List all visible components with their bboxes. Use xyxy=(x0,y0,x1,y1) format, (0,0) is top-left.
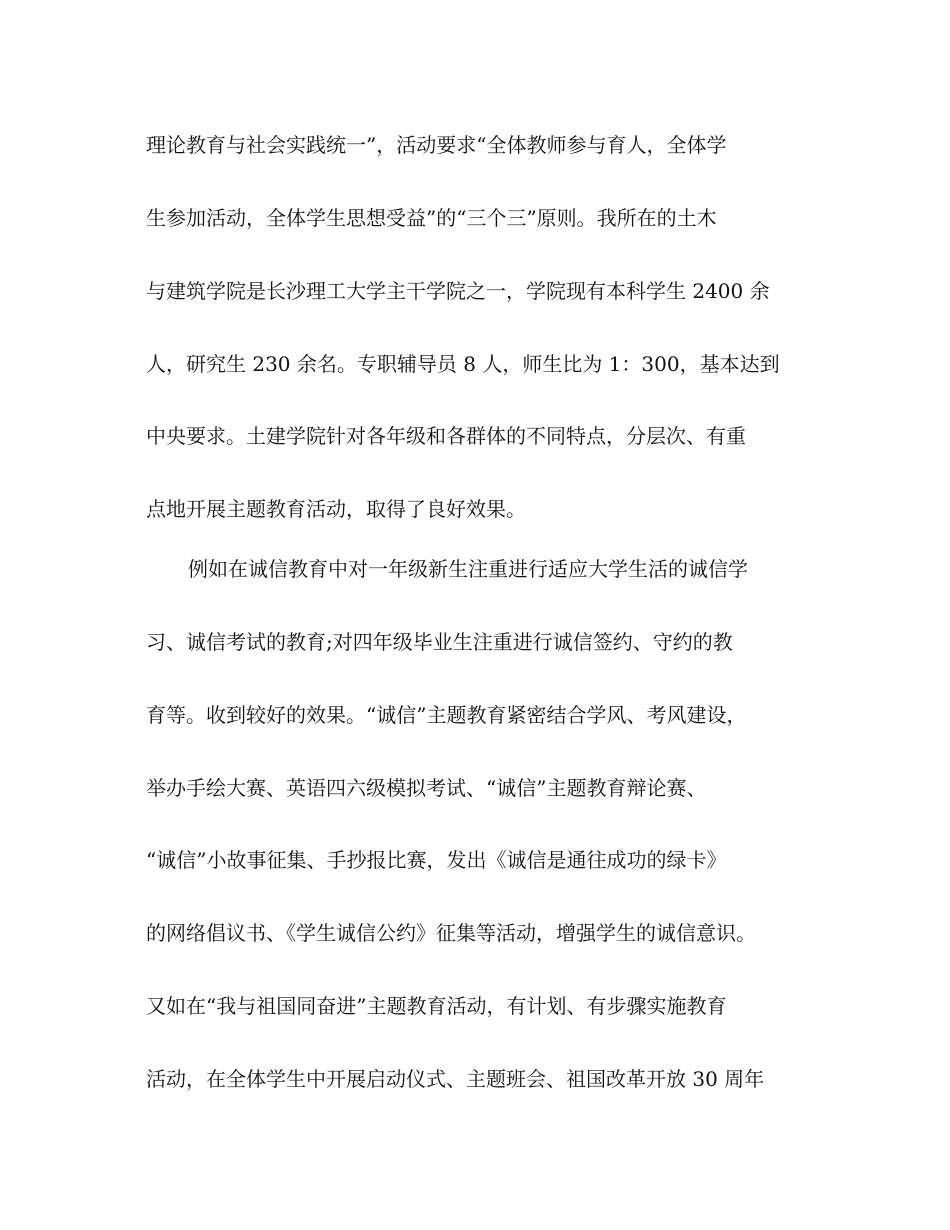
text-line-12: 的网络倡议书、《学生诚信公约》征集等活动，增强学生的诚信意识。 xyxy=(146,921,756,945)
text-line-13: 又如在“我与祖国同奋进”主题教育活动，有计划、有步骤实施教育 xyxy=(146,994,727,1018)
text-line-10: 举办手绘大赛、英语四六级模拟考试、“诚信”主题教育辩论赛、 xyxy=(146,776,707,800)
text-line-4: 人，研究生 230 余名。专职辅导员 8 人，师生比为 1：300，基本达到 xyxy=(146,352,780,376)
text-line-1: 理论教育与社会实践统一”，活动要求“全体教师参与育人，全体学 xyxy=(146,133,727,157)
text-line-9: 育等。收到较好的效果。“诚信”主题教育紧密结合学风、考风建设， xyxy=(146,703,747,727)
text-line-5: 中央要求。土建学院针对各年级和各群体的不同特点，分层次、有重 xyxy=(146,424,746,448)
text-line-14: 活动，在全体学生中开展启动仪式、主题班会、祖国改革开放 30 周年 xyxy=(146,1067,765,1091)
text-line-7-paragraph-start: 例如在诚信教育中对一年级新生注重进行适应大学生活的诚信学 xyxy=(188,557,748,581)
text-line-11: “诚信”小故事征集、手抄报比赛，发出《诚信是通往成功的绿卡》 xyxy=(146,848,727,872)
text-line-2: 生参加活动，全体学生思想受益”的“三个三”原则。我所在的土木 xyxy=(146,206,717,230)
text-line-8: 习、诚信考试的教育;对四年级毕业生注重进行诚信签约、守约的教 xyxy=(146,630,733,654)
text-line-6: 点地开展主题教育活动，取得了良好效果。 xyxy=(146,497,526,521)
text-line-3: 与建筑学院是长沙理工大学主干学院之一，学院现有本科学生 2400 余 xyxy=(146,279,770,303)
